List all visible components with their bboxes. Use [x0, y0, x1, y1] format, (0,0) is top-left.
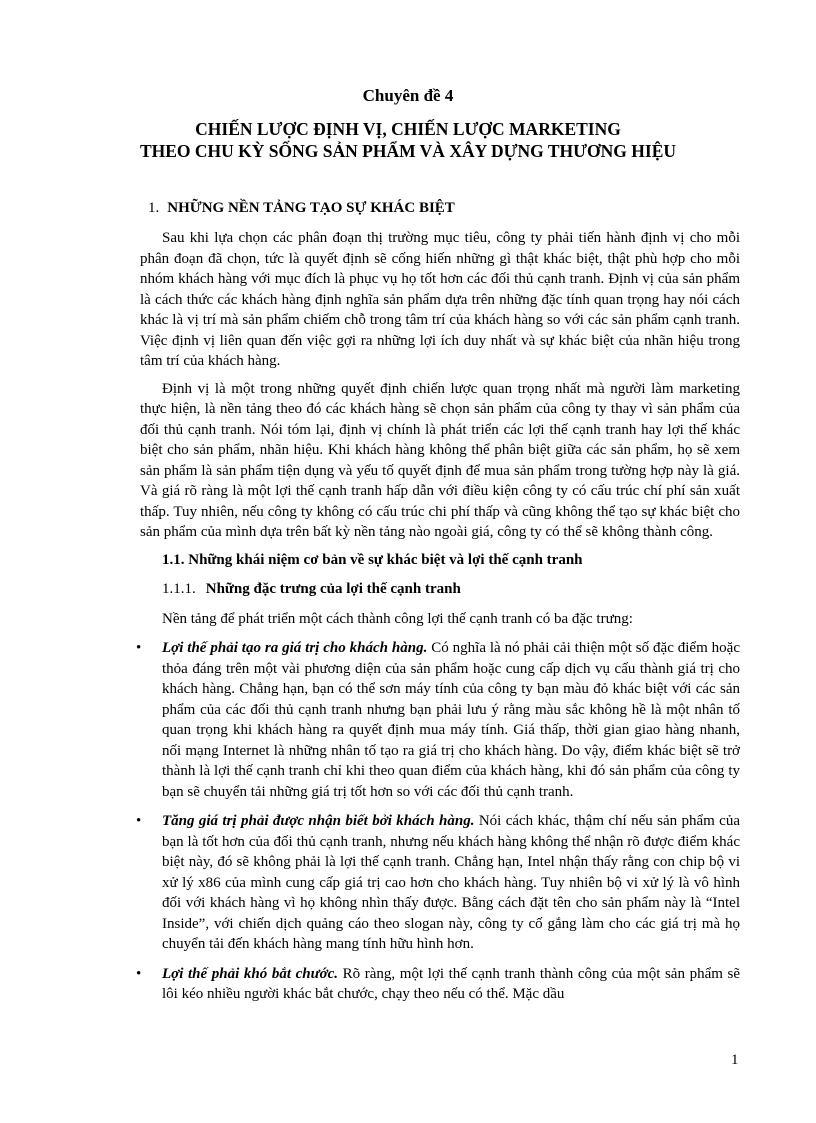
title-line-1: CHIẾN LƯỢC ĐỊNH VỊ, CHIẾN LƯỢC MARKETING — [195, 119, 621, 139]
section-1-title: NHỮNG NỀN TẢNG TẠO SỰ KHÁC BIỆT — [167, 200, 455, 216]
bullet-icon: • — [136, 965, 142, 982]
bullet-lead: Lợi thế phải khó bắt chước. — [162, 965, 339, 982]
list-item — [136, 811, 740, 955]
paragraph: Sau khi lựa chọn các phân đoạn thị trường mục tiêu, công ty phải tiến hành định vị cho mỗi phân đoạn đã chọn, tức là quyết định sẽ cống hiến những gì thật khác biệt, thật phù hợp cho mỗi nhóm khách hàng với mục đích là phục vụ họ tốt hơn các đối thủ cạnh tranh. Định vị của sản phẩm là cách thức các khách hàng định nghĩa sản phẩm dựa trên những đặc tính quan trọng hay nói cách khác là vị trí mà sản phẩm chiếm chỗ trong tâm trí của khách hàng so với các sản phẩm cạnh tranh. Việc định vị liên quan đến việc gợi ra những lợi ích duy nhất và sự khác biệt của nhãn hiệu trong tâm trí của khách hàng. — [140, 230, 740, 369]
section-1-1-1-number: 1.1.1. — [162, 581, 196, 597]
list-item — [136, 964, 741, 1005]
document-title — [0, 118, 816, 162]
title-line-2: THEO CHU KỲ SỐNG SẢN PHẨM VÀ XÂY DỰNG THƯƠNG HIỆU — [139, 141, 677, 161]
bullet-icon: • — [136, 813, 142, 829]
section-1-heading — [148, 200, 455, 217]
section-1-1-1-heading — [162, 579, 740, 600]
bullet-text: Có nghĩa là nó phải cải thiện một số đặc điểm hoặc thỏa đáng trên một vài phương diện của sản phẩm hoặc cung cấp dịch vụ cấu thành giá trị cho khách hàng. Chẳng hạn, bạn có thể sơn máy tính của công ty bạn màu đỏ khác biệt với các sản phẩm của các đối thủ cạnh tranh nhưng bạn phải lưu ý rằng màu sắc không hề là một nhân tố quan trọng khi khách hàng ra quyết định mua máy tính. Giá thấp, thời gian giao hàng nhanh, nối mạng Internet là những nhân tố tạo ra giá trị cho khách hàng. Do vậy, điểm khác biệt sẽ trở thành là lợi thế cạnh tranh chỉ khi theo quan điểm của khách hàng, khi đó sản phẩm của công ty bạn sẽ chuyển tải những giá trị tốt hơn so với các đối thủ cạnh tranh. — [162, 640, 740, 800]
bullet-text: Rõ ràng, một lợi thế cạnh tranh thành công của một sản phẩm sẽ lôi kéo nhiều người khác bắt chước, chạy theo nếu có thể. Mặc dầu — [162, 965, 741, 1002]
section-1-number: 1. — [148, 200, 160, 216]
section-1-1-1-title: Những đặc trưng của lợi thế cạnh tranh — [205, 581, 461, 597]
bullet-lead: Lợi thế phải tạo ra giá trị cho khách hàng. — [162, 640, 428, 656]
bullet-icon: • — [136, 640, 142, 656]
list-item — [136, 638, 740, 802]
characteristics-list — [136, 638, 741, 1005]
page-number: 1 — [731, 1052, 739, 1068]
chapter-label: Chuyên đề 4 — [362, 86, 454, 105]
bullet-text: Nói cách khác, thậm chí nếu sản phẩm của bạn là tốt hơn của đối thủ cạnh tranh, nhưng nếu khách hàng không thể nhận rõ được điểm khác biệt này, đó sẽ không phải là lợi thế cạnh tranh. Chẳng hạn, Intel nhận thấy rằng con chip bộ vi xử lý x86 của mình cung cấp giá trị cao hơn cho khách hàng. Tuy nhiên bộ vi xử lý là vô hình đối với khách hàng vì họ không nhìn thấy được. Bằng cách đặt tên cho sản phẩm này là “Intel Inside”, với chiến dịch quảng cáo theo slogan này, công ty cố gắng làm cho các giá trị mà họ chuyển tải đến khách hàng mang tính hữu hình hơn. — [162, 813, 740, 952]
bullet-lead: Tăng giá trị phải được nhận biết bởi khách hàng. — [162, 813, 475, 829]
section-1-1-heading: 1.1. Những khái niệm cơ bản về sự khác biệt và lợi thế cạnh tranh — [162, 551, 583, 568]
paragraph: Định vị là một trong những quyết định chiến lược quan trọng nhất mà người làm marketing thực hiện, là nền tảng theo đó các khách hàng sẽ chọn sản phẩm của công ty thay vì sản phẩm của đối thủ cạnh tranh. Nói tóm lại, định vị chính là phát triển các lợi thế cạnh tranh hay lợi thế khác biệt cho sản phẩm, nhãn hiệu. Khi khách hàng không thể phân biệt giữa các sản phẩm, họ sẽ xem sản phẩm là sản phẩm tiện dụng và yếu tố quyết định để mua sản phẩm trong tường hợp này là giá. Và giá rõ ràng là một lợi thế cạnh tranh hấp dẫn với điều kiện công ty có cấu trúc chí phí sản xuất thấp. Tuy nhiên, nếu công ty không có cấu trúc chi phí thấp và cũng không thể tạo sự khác biệt cho sản phẩm của mình dựa trên bất kỳ nền tảng nào ngoài giá, công ty có thể sẽ không thành công. — [140, 380, 740, 540]
intro-paragraph: Nền tảng để phát triển một cách thành công lợi thế cạnh tranh có ba đặc trưng: — [162, 610, 633, 627]
body-text — [136, 228, 741, 1014]
